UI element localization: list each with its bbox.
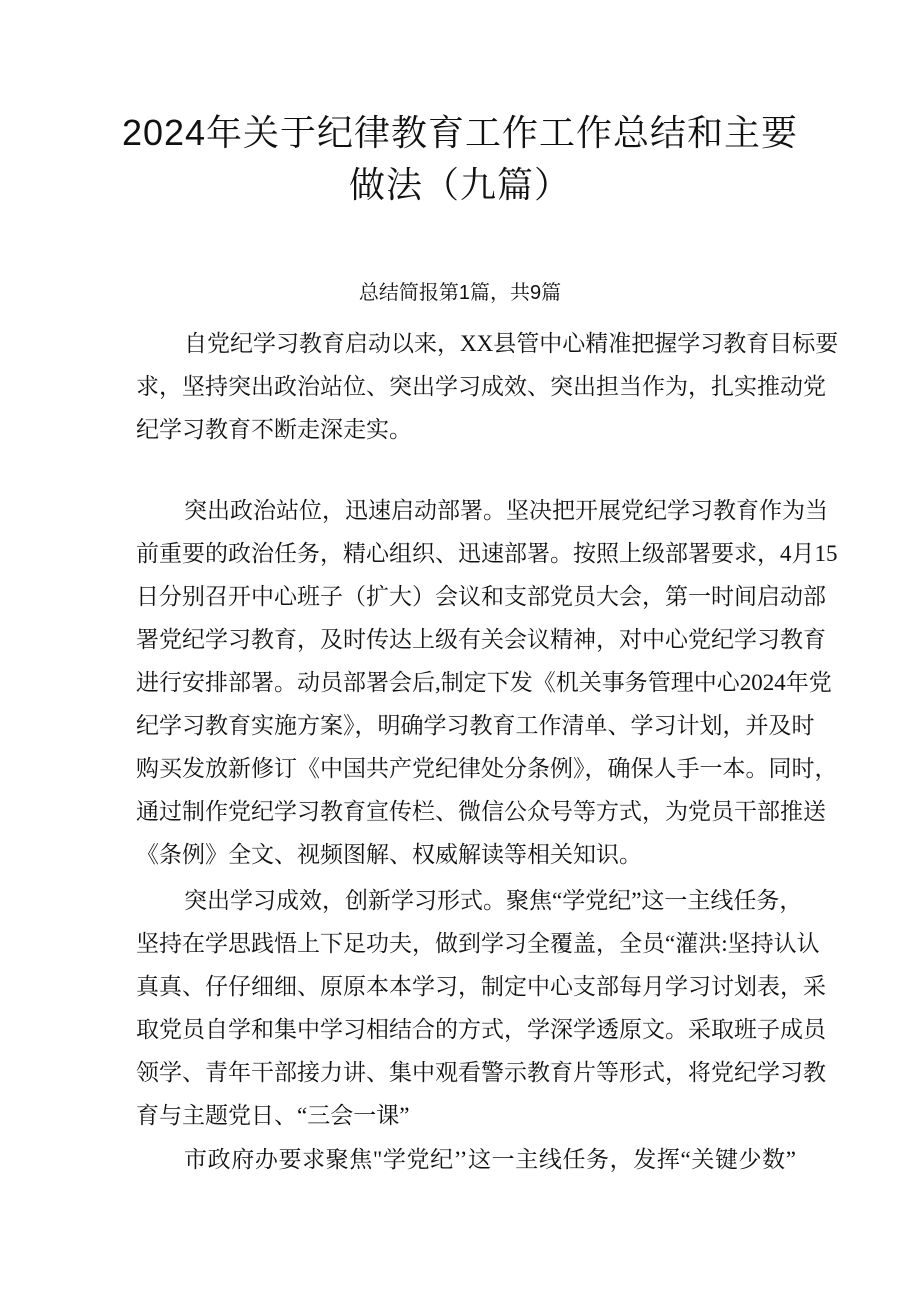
text-line: 市政府办要求聚焦"学党纪’’这一主线任务，发挥“关键少数” <box>184 1147 796 1172</box>
text-line: 取党员自学和集中学习相结合的方式，学深学透原文。采取班子成员 <box>136 1017 826 1042</box>
paragraph-1 <box>136 322 839 451</box>
document-subtitle: 总结简报第1篇，共9篇 <box>358 282 562 304</box>
text-line: 前重要的政治任务，精心组织、迅速部署。按照上级部署要求，4月15 <box>136 541 838 566</box>
text-line: 进行安排部署。动员部署会后,制定下发《机关事务管理中心2024年党 <box>136 670 832 695</box>
text-line: 购买发放新修订《中国共产党纪律处分条例》，确保人手一本。同时， <box>136 756 838 781</box>
text-line: 突出学习成效，创新学习形式。聚焦“学党纪”这一主线任务， <box>184 888 803 913</box>
document-title-line-1: 2024年关于纪律教育工作工作总结和主要 <box>121 112 799 153</box>
text-line: 通过制作党纪学习教育宣传栏、微信公众号等方式，为党员干部推送 <box>136 799 826 824</box>
text-line: 突出政治站位，迅速启动部署。坚决把开展党纪学习教育作为当 <box>184 498 828 523</box>
text-line: 求，坚持突出政治站位、突出学习成效、突出担当作为，扎实推动党 <box>136 374 826 399</box>
text-line: 《条例》全文、视频图解、权威解读等相关知识。 <box>136 842 642 867</box>
text-line: 育与主题党日、“三会一课” <box>136 1103 410 1128</box>
paragraph-4 <box>136 1138 796 1181</box>
text-line: 日分别召开中心班子（扩大）会议和支部党员大会，第一时间启动部 <box>136 584 826 609</box>
text-line: 纪学习教育不断走深走实。 <box>136 417 412 442</box>
text-line: 领学、青年干部接力讲、集中观看警示教育片等形式，将党纪学习教 <box>136 1060 826 1085</box>
text-line: 真真、仔仔细细、原原本本学习，制定中心支部每月学习讨划表，采 <box>136 974 826 999</box>
text-line: 纪学习教育实施方案》，明确学习教育工作清单、学习计划，并及时 <box>136 713 815 738</box>
paragraph-2 <box>136 489 838 876</box>
text-line: 坚持在学思践悟上下足功夫，做到学习全覆盖，全员“灌洪:坚持认认 <box>136 931 820 956</box>
text-line: 署党纪学习教育，及时传达上级有关会议精神，对中心党纪学习教育 <box>136 627 826 652</box>
paragraph-3 <box>136 879 826 1137</box>
document-title-line-2: 做法（九篇） <box>348 164 571 205</box>
text-line: 自党纪学习教育启动以来，XX县管中心精准把握学习教育目标要 <box>184 331 839 356</box>
